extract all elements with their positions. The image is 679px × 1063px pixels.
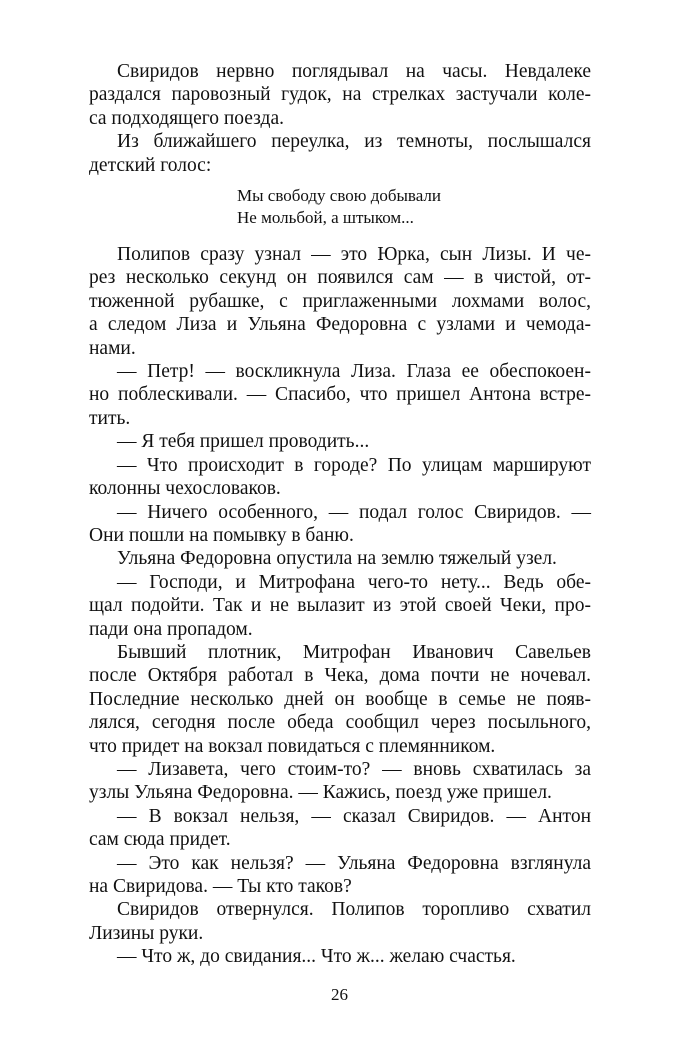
text-line: щал подойти. Так и не вылазит из этой своей Чеки, про- <box>89 595 591 617</box>
paragraph <box>89 454 591 501</box>
text-line: Последние несколько дней он вообще в семье не появ- <box>89 688 591 710</box>
text-line: Свиридов нервно поглядывал на часы. Невдалеке <box>117 61 591 82</box>
text-line: — В вокзал нельзя, — сказал Свиридов. — Антон <box>117 805 591 827</box>
text-line: Бывший плотник, Митрофан Иванович Савельев <box>117 641 591 663</box>
paragraph <box>89 571 591 641</box>
paragraph <box>89 898 591 945</box>
paragraph <box>89 60 591 130</box>
text-line: узлы Ульяна Федоровна. — Кажись, поезд уже пришел. <box>89 782 552 804</box>
text-line: Они пошли на помывку в баню. <box>89 524 354 546</box>
text-line: тить. <box>89 407 131 429</box>
paragraph <box>89 758 591 805</box>
paragraph <box>89 360 591 430</box>
text-line: Свиридов отвернулся. Полипов торопливо схватил <box>117 899 591 921</box>
text-line: — Что происходит в городе? По улицам маршируют <box>117 454 591 476</box>
poem-quote <box>237 185 591 229</box>
text-line: Лизины руки. <box>89 922 204 944</box>
text-line: пади она пропадом. <box>89 618 253 640</box>
text-line: — Что ж, до свидания... Что ж... желаю счастья. <box>117 946 516 968</box>
text-line: рез несколько секунд он появился сам — в чистой, от- <box>89 267 591 289</box>
text-line: Ульяна Федоровна опустила на землю тяжелый узел. <box>117 548 557 570</box>
text-line: на Свиридова. — Ты кто таков? <box>89 876 352 897</box>
paragraph <box>89 852 591 899</box>
text-line: а следом Лиза и Ульяна Федоровна с узлами и чемода- <box>89 314 591 336</box>
paragraph <box>89 430 591 453</box>
paragraph <box>89 641 591 758</box>
text-line: — Это как нельзя? — Ульяна Федоровна взглянула <box>117 852 591 874</box>
text-line: — Господи, и Митрофана чего-то нету... Ведь обе- <box>117 571 591 593</box>
paragraph <box>89 945 591 968</box>
text-line: Полипов сразу узнал — это Юрка, сын Лизы. И че- <box>117 244 591 266</box>
text-line: лялся, сегодня после обеда сообщил через посыльного, <box>89 712 591 734</box>
text-line: раздался паровозный гудок, на стрелках застучали коле- <box>89 84 591 106</box>
paragraph <box>89 547 591 570</box>
paragraph <box>89 501 591 548</box>
text-line: нами. <box>89 337 136 359</box>
text-line: после Октября работал в Чека, дома почти не ночевал. <box>89 665 591 687</box>
poem-line: Не мольбой, а штыком... <box>237 208 414 228</box>
text-line: детский голос: <box>89 154 212 176</box>
text-line: Из ближайшего переулка, из темноты, послышался <box>117 131 591 153</box>
paragraph <box>89 805 591 852</box>
poem-line: Мы свободу свою добывали <box>237 186 442 206</box>
page-text <box>89 60 591 969</box>
text-line: — Лизавета, чего стоим-то? — вновь схватилась за <box>117 758 591 780</box>
paragraph <box>89 130 591 177</box>
text-line: что придет на вокзал повидаться с племянником. <box>89 735 496 757</box>
text-line: колонны чехословаков. <box>89 478 281 500</box>
text-line: но поблескивали. — Спасибо, что пришел Антона встре- <box>89 384 591 406</box>
text-line: — Я тебя пришел проводить... <box>117 431 370 453</box>
paragraph <box>89 243 591 360</box>
text-line: сам сюда придет. <box>89 829 231 851</box>
page-number: 26 <box>331 985 348 1004</box>
text-line: — Петр! — воскликнула Лиза. Глаза ее обеспокоен- <box>117 361 591 383</box>
text-line: са подходящего поезда. <box>89 107 284 129</box>
text-line: тюженной рубашке, с приглаженными лохмами волос, <box>89 290 591 312</box>
text-line: — Ничего особенного, — подал голос Свиридов. — <box>117 501 591 523</box>
